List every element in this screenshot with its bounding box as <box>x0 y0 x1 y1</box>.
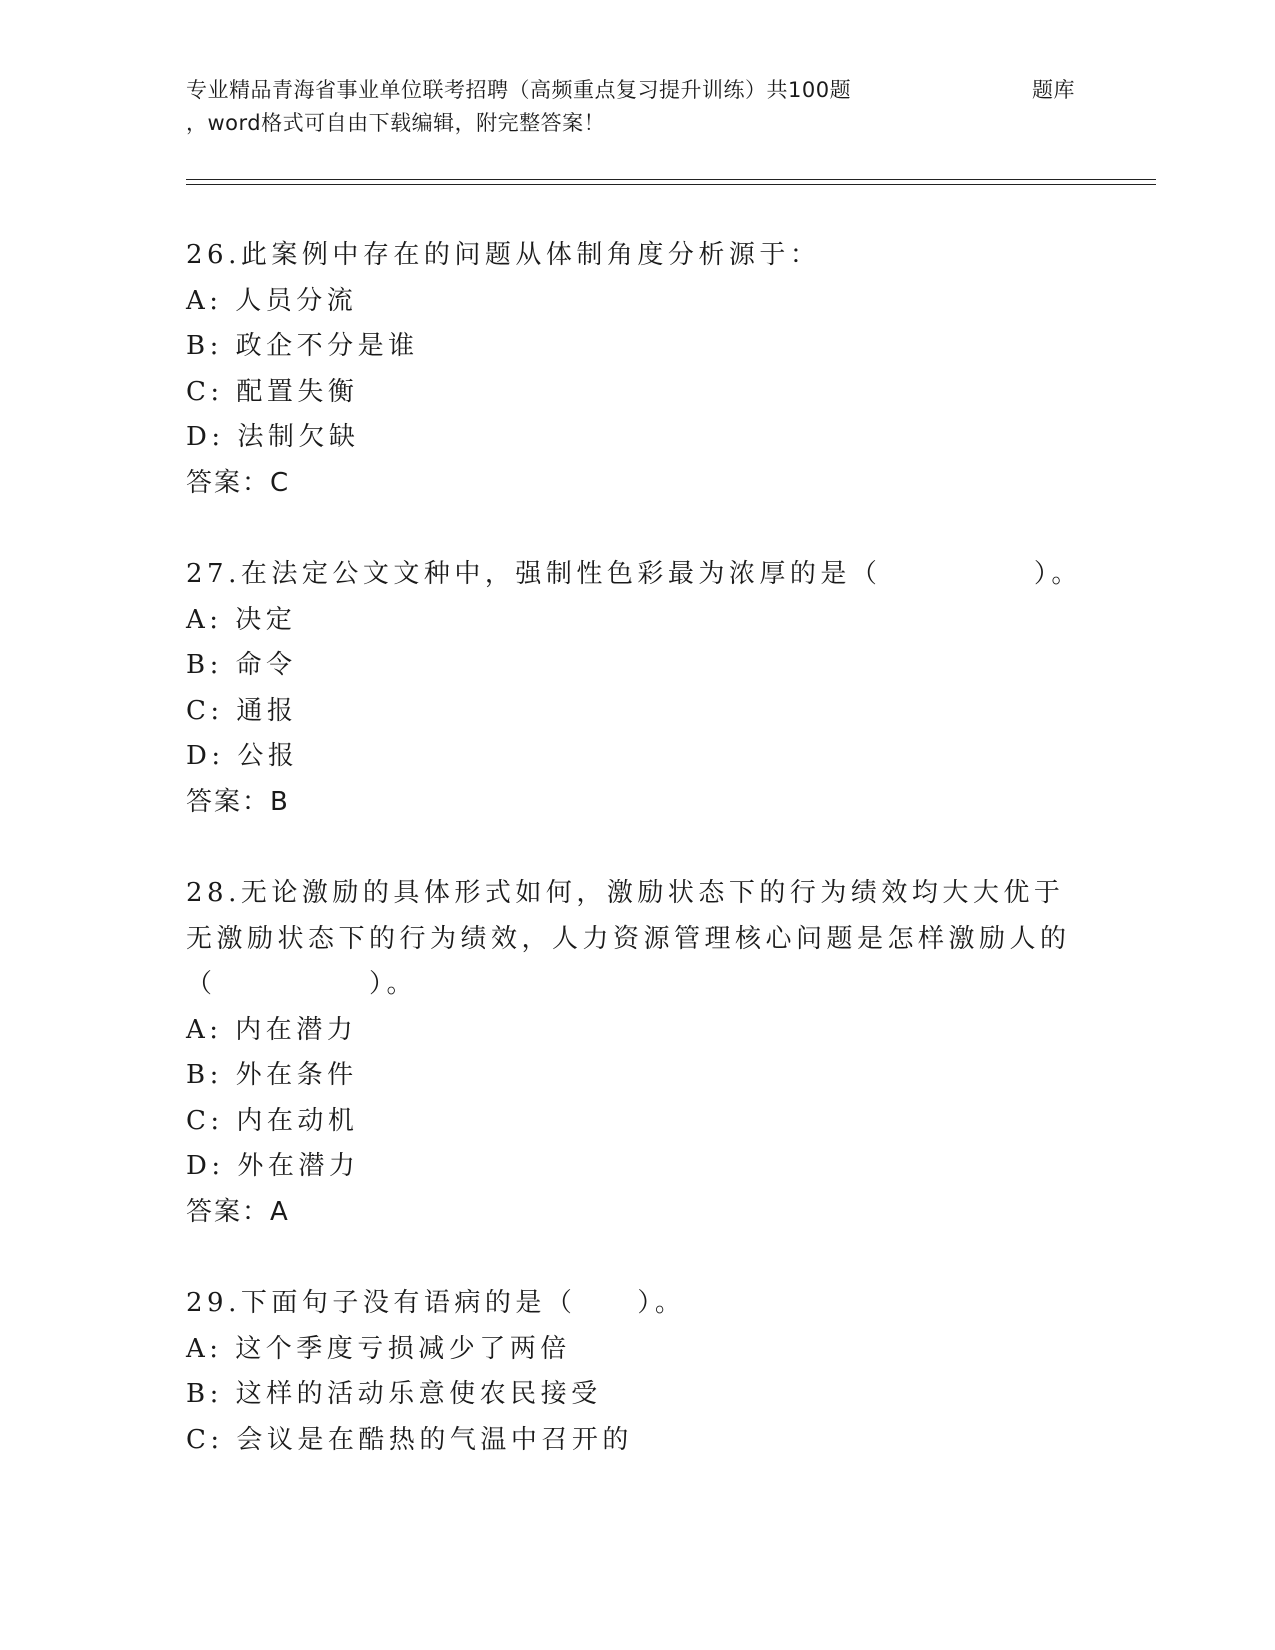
header-title: 专业精品青海省事业单位联考招聘（高频重点复习提升训练）共100题 <box>186 78 852 102</box>
answer-line: 答案：C <box>186 467 291 498</box>
document-header <box>186 74 1086 140</box>
option-a: A: 人员分流 <box>186 285 358 316</box>
option-d: D: 公报 <box>186 741 299 771</box>
header-divider-top <box>186 179 1156 180</box>
option-a: A: 这个季度亏损减少了两倍 <box>186 1333 571 1364</box>
option-b: B: 命令 <box>186 650 297 680</box>
answer-line: 答案：A <box>186 1196 290 1227</box>
question-29 <box>186 1281 1086 1463</box>
question-27 <box>186 552 1086 825</box>
answer-line: 答案：B <box>186 786 290 817</box>
question-text: 28.无论激励的具体形式如何，激励状态下的行为绩效均大大优于无激励状态下的行为绩效，人力资源管理核心问题是怎样激励人的（ ）。 <box>186 878 1071 999</box>
option-b: B: 政企不分是谁 <box>186 331 419 361</box>
header-tag: 题库 <box>1032 78 1075 102</box>
option-b: B: 这样的活动乐意使农民接受 <box>186 1379 602 1409</box>
question-text: 27.在法定公文文种中，强制性色彩最为浓厚的是（ ）。 <box>186 559 1082 589</box>
option-d: D: 外在潜力 <box>186 1151 360 1181</box>
option-c: C: 内在动机 <box>186 1105 359 1136</box>
option-d: D: 法制欠缺 <box>186 422 360 452</box>
question-list <box>186 233 1086 1509</box>
option-c: C: 通报 <box>186 695 298 726</box>
header-divider-bottom <box>186 184 1156 185</box>
question-text: 29.下面句子没有语病的是（ ）。 <box>186 1288 686 1318</box>
option-c: C: 配置失衡 <box>186 376 359 407</box>
question-26 <box>186 233 1086 506</box>
question-text: 26.此案例中存在的问题从体制角度分析源于： <box>186 240 821 270</box>
header-subtitle: ，word格式可自由下载编辑，附完整答案！ <box>186 111 606 135</box>
option-a: A: 内在潜力 <box>186 1014 358 1045</box>
option-a: A: 决定 <box>186 604 297 635</box>
option-c: C: 会议是在酷热的气温中召开的 <box>186 1424 633 1455</box>
question-28 <box>186 871 1086 1235</box>
option-b: B: 外在条件 <box>186 1060 358 1090</box>
